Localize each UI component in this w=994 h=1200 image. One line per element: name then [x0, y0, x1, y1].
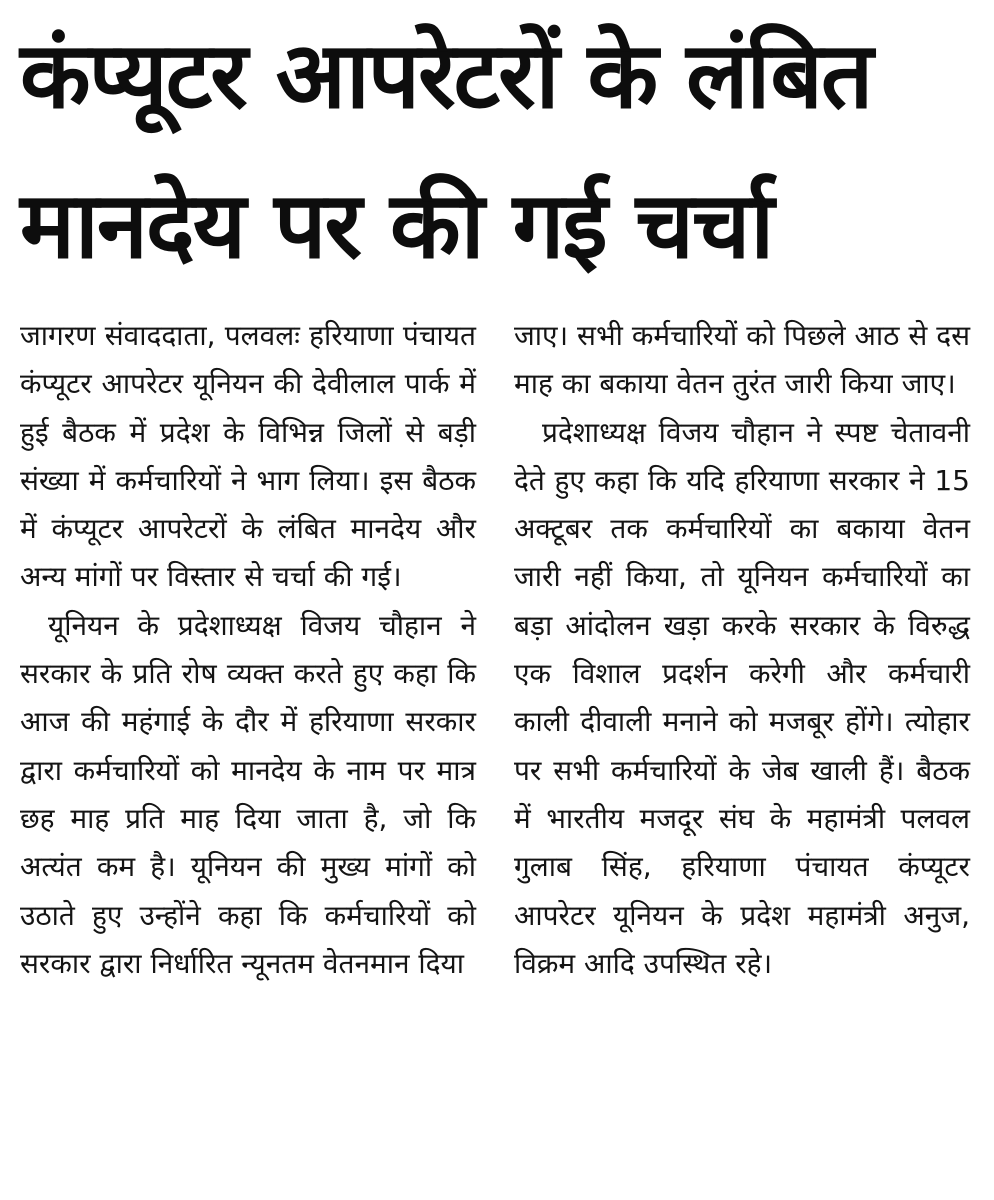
article-column-right: [514, 312, 970, 988]
article-paragraph-4: प्रदेशाध्यक्ष विजय चौहान ने स्पष्ट चेतावनी देते हुए कहा कि यदि हरियाणा सरकार ने 15 अक्टूबर तक कर्मचारियों का बकाया वेतन जारी नहीं किया, तो यूनियन कर्मचारियों का बड़ा आंदोलन खड़ा करके सरकार के विरुद्ध एक विशाल प्रदर्शन करेगी और कर्मचारी काली दीवाली मनाने को मजबूर होंगे। त्योहार पर सभी कर्मचारियों के जेब खाली हैं। बैठक में भारतीय मजदूर संघ के महामंत्री पलवल गुलाब सिंह, हरियाणा पंचायत कंप्यूटर आपरेटर यूनियन के प्रदेश महामंत्री अनुज, विक्रम आदि उपस्थित रहे।: [514, 415, 970, 980]
paragraph-1-text: हरियाणा पंचायत कंप्यूटर आपरेटर यूनियन की देवीलाल पार्क में हुई बैठक में प्रदेश के विभिन्न जिलों से बड़ी संख्या में कर्मचारियों ने भाग लिया। इस बैठक में कंप्यूटर आपरेटरों के लंबित मानदेय और अन्य मांगों पर विस्तार से चर्चा की गई।: [20, 319, 476, 594]
article-paragraph-3: जाए। सभी कर्मचारियों को पिछले आठ से दस माह का बकाया वेतन तुरंत जारी किया जाए।: [514, 319, 970, 401]
article-paragraph-2: यूनियन के प्रदेशाध्यक्ष विजय चौहान ने सरकार के प्रति रोष व्यक्त करते हुए कहा कि आज की महंगाई के दौर में हरियाणा सरकार द्वारा कर्मचारियों को मानदेय के नाम पर मात्र छह माह प्रति माह दिया जाता है, जो कि अत्यंत कम है। यूनियन की मुख्य मांगों को उठाते हुए उन्होंने कहा कि कर्मचारियों को सरकार द्वारा निर्धारित न्यूनतम वेतनमान दिया: [20, 608, 476, 980]
article-column-left: [20, 312, 476, 988]
headline-line-2: मानदेय पर की गई चर्चा: [20, 172, 773, 279]
dateline: जागरण संवाददाता, पलवलः: [20, 319, 300, 352]
headline-line-1: कंप्यूटर आपरेटरों के लंबित: [20, 22, 872, 129]
article-paragraph-1: [20, 312, 476, 602]
